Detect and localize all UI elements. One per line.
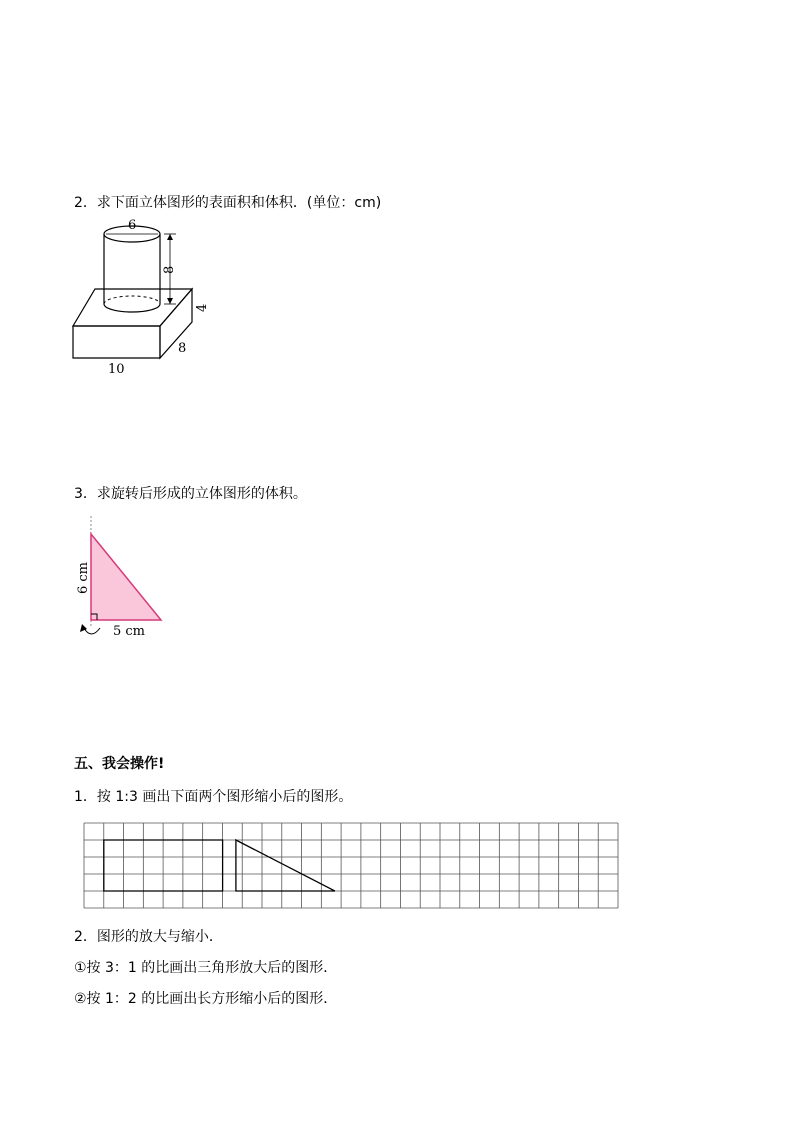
question-3-text: 3．求旋转后形成的立体图形的体积。	[74, 486, 307, 502]
cylinder-height-label: 8	[162, 265, 177, 274]
question-2-text: 2．求下面立体图形的表面积和体积．(单位：cm)	[74, 195, 382, 211]
box-depth-label: 8	[178, 341, 187, 356]
cylinder-on-box-figure	[70, 216, 220, 381]
triangle	[91, 534, 161, 620]
height-label: 6 cm	[76, 561, 91, 594]
drawing-grid	[84, 823, 618, 909]
diameter-label: 6	[128, 218, 137, 233]
section-5-sub-2: ②按 1：2 的比画出长方形缩小后的图形．	[74, 991, 338, 1007]
section-5-title: 五、我会操作!	[74, 756, 165, 772]
rotating-triangle-figure	[66, 516, 176, 648]
section-5-item-1: 1．按 1:3 画出下面两个图形缩小后的图形。	[74, 789, 353, 805]
base-label: 5 cm	[113, 624, 146, 639]
box-length-label: 10	[108, 362, 125, 377]
section-5-item-2: 2．图形的放大与缩小．	[74, 929, 223, 945]
section-5-sub-1: ①按 3：1 的比画出三角形放大后的图形．	[74, 960, 338, 976]
grid-triangle	[236, 840, 335, 891]
box-height-label: 4	[195, 303, 210, 312]
